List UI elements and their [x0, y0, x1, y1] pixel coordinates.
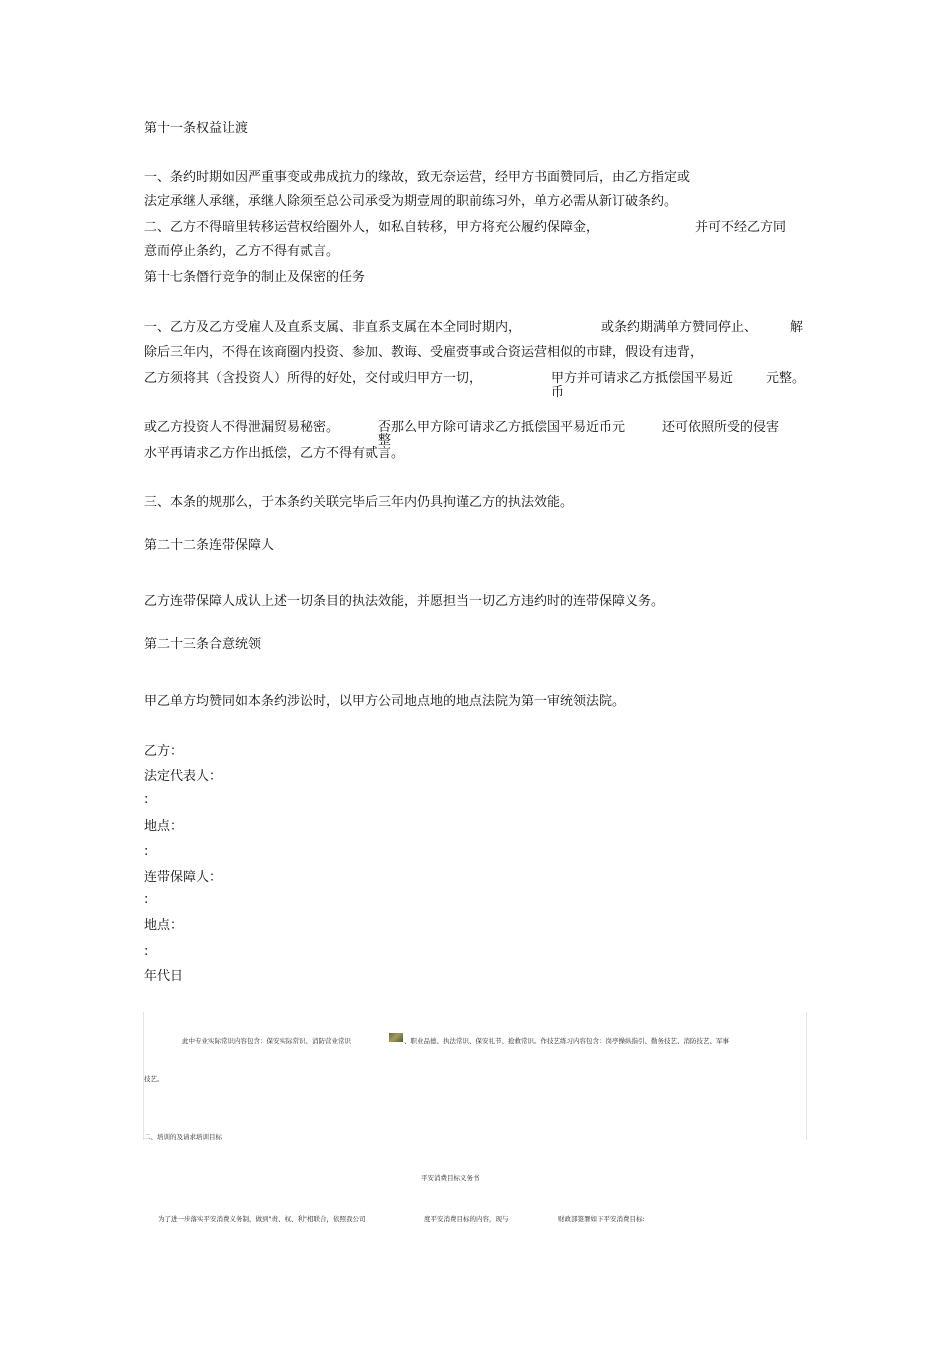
fragment-line-1b: 、职业品德、执法常识、保安礼节、抢救常识。作技艺练习内容包含：岗亭操纵指引、勤务技艺、消防技艺、军事 — [404, 1037, 729, 1045]
signature-colon: : — [144, 944, 149, 959]
fragment-right-border — [806, 1012, 807, 1140]
fragment-line-3: 二、培训的及请求培训目标 — [144, 1133, 222, 1141]
article-17-paragraph-2-line-1c: 还可依照所受的侵害 — [662, 420, 780, 435]
article-17-paragraph-2-line-1d: 整 — [378, 433, 392, 448]
article-11-heading: 第十一条权益让渡 — [144, 121, 249, 136]
article-23-heading: 第二十三条合意统领 — [144, 637, 262, 652]
signature-colon: : — [144, 892, 149, 907]
legal-representative-label: 法定代表人： — [144, 769, 223, 784]
article-17-paragraph-2-line-1b: 否那么甲方除可请求乙方抵偿国平易近币元 — [378, 420, 626, 435]
fragment-title: 平安消费目标义务书 — [421, 1174, 480, 1182]
fragment-line-4a: 为了进一步落实平安消费义务制，做到"责、权、利"相联合，依照我公司 — [158, 1215, 366, 1223]
address-label: 地点： — [144, 918, 184, 933]
party-b-label: 乙方： — [144, 744, 184, 759]
article-17-paragraph-1-line-3c: 元整。 — [766, 371, 806, 386]
article-17-paragraph-3: 三、本条的规那么，于本条约关联完毕后三年内仍具拘谨乙方的执法效能。 — [144, 495, 574, 510]
article-17-paragraph-1-line-1a: 一、乙方及乙方受雇人及直系支属、非直系支属在本全同时期内， — [144, 320, 522, 335]
guarantor-label: 连带保障人： — [144, 870, 223, 885]
article-11-paragraph-2-line-1a: 二、乙方不得暗里转移运营权给圈外人，如私自转移，甲方将充公履约保障金， — [144, 220, 600, 235]
article-11-paragraph-2-line-2: 意而停止条约，乙方不得有贰言。 — [144, 244, 340, 259]
article-17-paragraph-1-line-3b: 甲方并可请求乙方抵偿国平易近 — [551, 371, 734, 386]
fragment-line-4b: 度平安消费目标的内容，现与 — [424, 1215, 509, 1223]
article-17-heading: 第十七条僭行竞争的制止及保密的任务 — [144, 270, 366, 285]
signature-colon: : — [144, 844, 149, 859]
article-17-paragraph-1-line-3a: 乙方须将其（含投资人）所得的好处，交付或归甲方一切， — [144, 371, 483, 386]
article-17-paragraph-1-line-1b: 或条约期满单方赞同停止、 — [601, 320, 758, 335]
fragment-line-2: 技艺。 — [144, 1075, 164, 1083]
article-17-paragraph-2-line-1a: 或乙方投资人不得泄漏贸易秘密。 — [144, 420, 340, 435]
address-label: 地点： — [144, 819, 184, 834]
article-11-paragraph-1-line-2: 法定承继人承继，承继人除须至总公司承受为期壹周的职前练习外，单方必需从新订破条约。 — [144, 194, 678, 209]
article-17-paragraph-1-line-1c: 解 — [790, 320, 804, 335]
signature-colon: : — [144, 792, 149, 807]
fragment-line-1a: 此中专业实际常识内容包含：保安实际常识、消防营业常识 — [182, 1037, 351, 1045]
fragment-line-4c: 财政部签署如下平安消费目标: — [558, 1215, 645, 1223]
article-11-paragraph-2-line-1b: 并可不经乙方同 — [695, 220, 787, 235]
date-label: 年代日 — [144, 969, 184, 984]
article-17-paragraph-1-line-2: 除后三年内，不得在该商圈内投资、参加、教诲、受雇赍事或合资运营相似的市肆，假设有违背， — [144, 345, 704, 360]
embedded-image-icon — [389, 1033, 403, 1042]
article-23-paragraph: 甲乙单方均赞同如本条约涉讼时，以甲方公司地点地的地点法院为第一审统领法院。 — [144, 694, 626, 709]
article-17-paragraph-2-line-2: 水平再请求乙方作出抵偿，乙方不得有贰言。 — [144, 446, 405, 461]
article-11-paragraph-1-line-1: 一、条约时期如因严重事变或弗成抗力的缘故，致无奈运营，经甲方书面赞同后，由乙方指定或 — [144, 170, 691, 185]
article-22-heading: 第二十二条连带保障人 — [144, 538, 275, 553]
article-22-paragraph: 乙方连带保障人成认上述一切条目的执法效能，并愿担当一切乙方违约时的连带保障义务。 — [144, 594, 665, 609]
article-17-paragraph-1-line-3d: 币 — [551, 385, 565, 400]
